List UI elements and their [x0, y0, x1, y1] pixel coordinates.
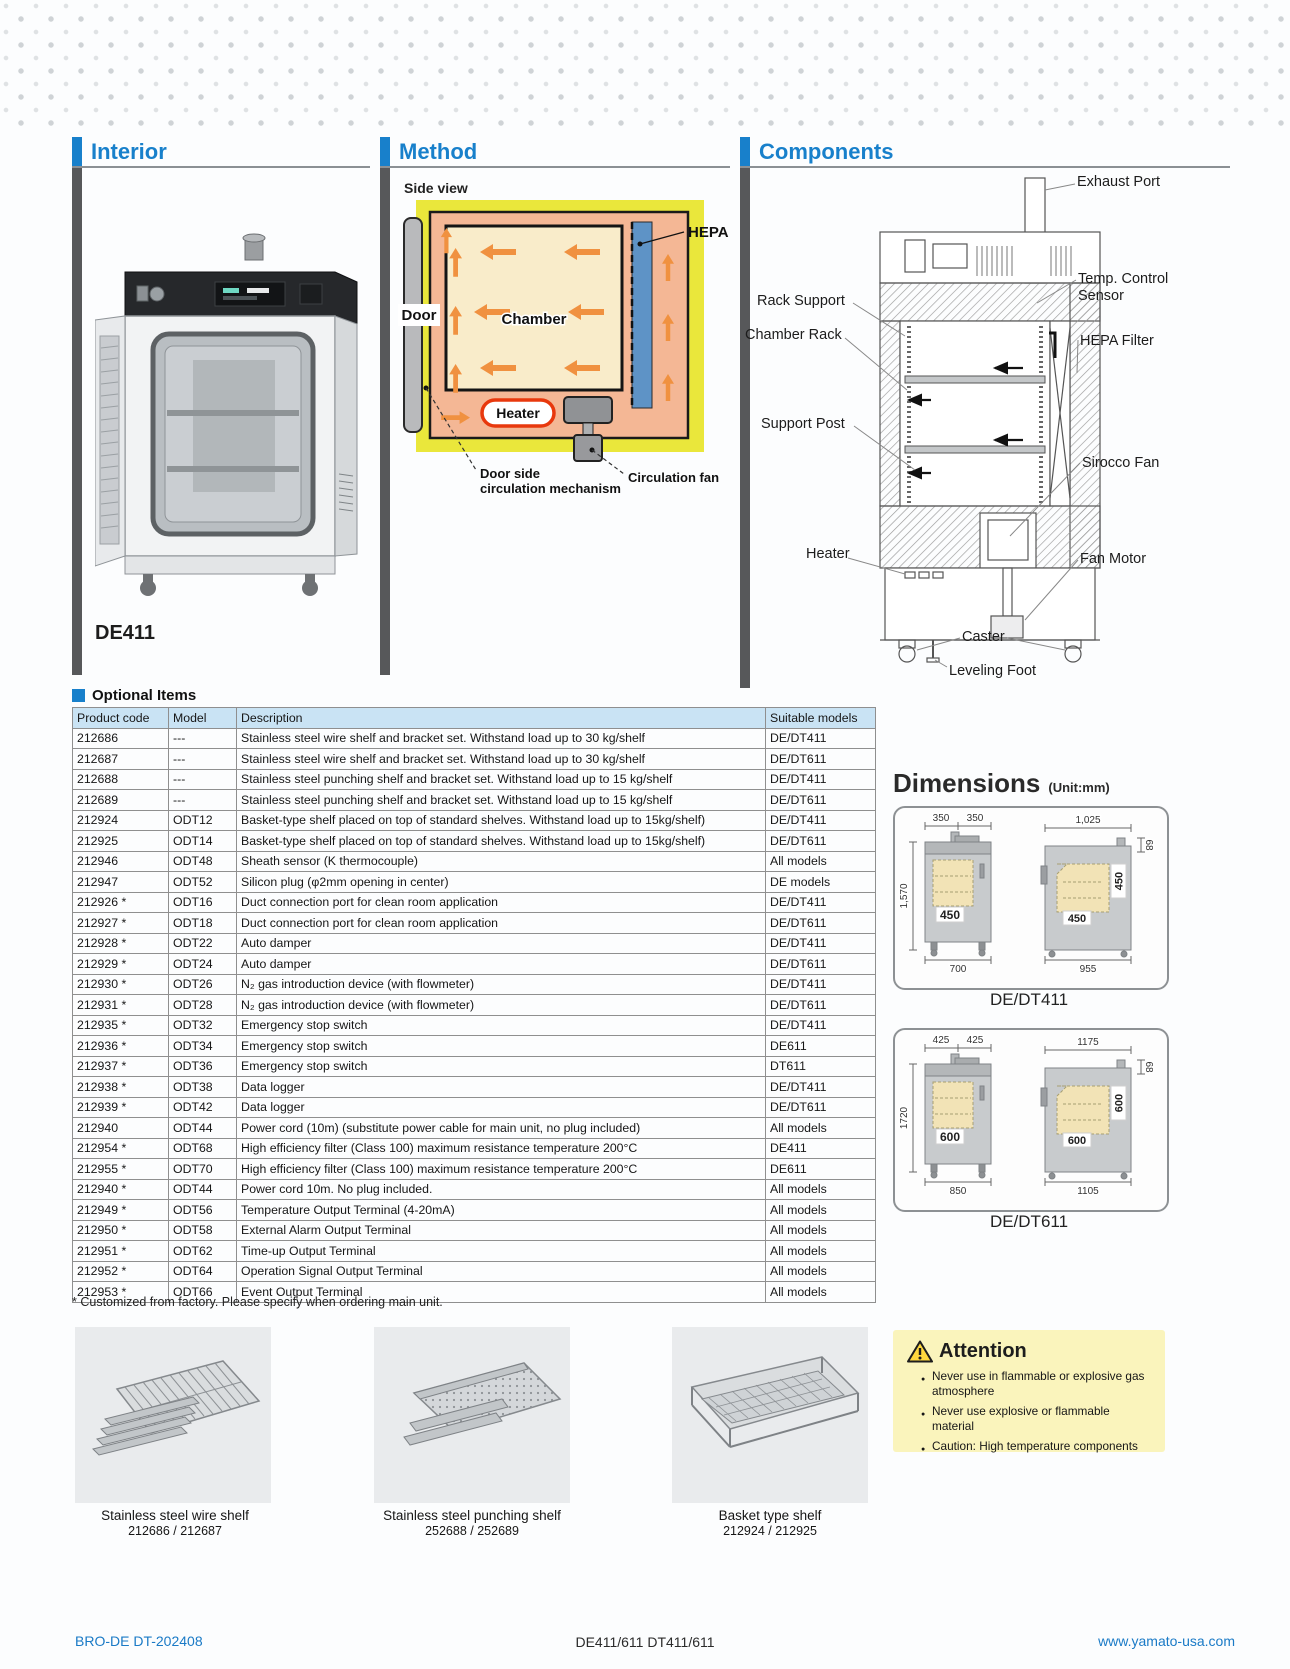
attention-header [907, 1340, 1155, 1363]
table-row [73, 933, 876, 954]
components-section-header [740, 137, 893, 167]
dimensions-unit: (Unit:mm) [1048, 780, 1110, 795]
cell-description: Silicon plug (φ2mm opening in center) [237, 872, 766, 893]
cell-suitable-models: All models [766, 1282, 876, 1303]
table-row [73, 1015, 876, 1036]
cell-suitable-models: DE/DT611 [766, 1097, 876, 1118]
dimensions-header [893, 768, 1110, 799]
basket-shelf-codes: 212924 / 212925 [723, 1524, 817, 1538]
table-header-row [73, 708, 876, 729]
cell-product-code: 212689 [73, 790, 169, 811]
table-row [73, 1241, 876, 1262]
cell-product-code: 212929 * [73, 954, 169, 975]
cell-description: Stainless steel wire shelf and bracket set. Withstand load up to 30 kg/shelf [237, 728, 766, 749]
heater-label: Heater [496, 405, 540, 421]
cell-product-code: 212952 * [73, 1261, 169, 1282]
cell-product-code: 212951 * [73, 1241, 169, 1262]
cell-model: ODT44 [169, 1118, 237, 1139]
cell-description: Operation Signal Output Terminal [237, 1261, 766, 1282]
svg-text:600: 600 [1067, 1135, 1087, 1147]
cell-model: --- [169, 790, 237, 811]
cell-description: High efficiency filter (Class 100) maximum resistance temperature 200°C [237, 1159, 766, 1180]
cell-suitable-models: DE/DT611 [766, 790, 876, 811]
cell-description: Stainless steel wire shelf and bracket set. Withstand load up to 30 kg/shelf [237, 749, 766, 770]
components-label-hepa-filter: HEPA Filter [1080, 333, 1154, 349]
oven-photo-illustration [95, 224, 365, 624]
cell-product-code: 212937 * [73, 1056, 169, 1077]
cell-product-code: 212935 * [73, 1015, 169, 1036]
table-row [73, 1138, 876, 1159]
cell-description: Temperature Output Terminal (4-20mA) [237, 1200, 766, 1221]
cell-product-code: 212925 [73, 831, 169, 852]
table-row [73, 1261, 876, 1282]
cell-model: ODT48 [169, 851, 237, 872]
svg-text:850: 850 [949, 1186, 967, 1197]
cell-suitable-models: DE/DT411 [766, 1015, 876, 1036]
cell-product-code: 212936 * [73, 1036, 169, 1057]
punching-shelf-caption: Stainless steel punching shelf [383, 1508, 561, 1523]
cell-description: Basket-type shelf placed on top of standard shelves. Withstand load up to 15kg/shelf) [237, 831, 766, 852]
cell-suitable-models: DE/DT411 [766, 974, 876, 995]
cell-suitable-models: DE/DT411 [766, 728, 876, 749]
cell-product-code: 212924 [73, 810, 169, 831]
cell-product-code: 212954 * [73, 1138, 169, 1159]
attention-item: ● Caution: High temperature components [921, 1439, 1147, 1454]
svg-text:1,570: 1,570 [899, 883, 910, 909]
cell-model: ODT22 [169, 933, 237, 954]
cell-suitable-models: DE/DT411 [766, 810, 876, 831]
cell-description: Event Output Terminal [237, 1282, 766, 1303]
punching-shelf-codes: 252688 / 252689 [425, 1524, 519, 1538]
col-suitable-models: Suitable models [766, 708, 876, 729]
cell-suitable-models: DE/DT611 [766, 831, 876, 852]
svg-text:600: 600 [939, 1130, 961, 1144]
cell-model: ODT38 [169, 1077, 237, 1098]
components-label-exhaust-port: Exhaust Port [1077, 174, 1161, 190]
table-row [73, 1036, 876, 1057]
components-label-chamber-rack: Chamber Rack [745, 327, 842, 343]
cell-model: ODT36 [169, 1056, 237, 1077]
footer-website-link[interactable]: www.yamato-usa.com [1098, 1633, 1235, 1649]
method-side-view-label: Side view [404, 180, 468, 196]
cell-product-code: 212940 * [73, 1179, 169, 1200]
table-row [73, 995, 876, 1016]
attention-box [893, 1330, 1165, 1452]
cell-model: ODT18 [169, 913, 237, 934]
interior-rule [72, 166, 370, 168]
de411-panel-label: DE/DT411 [989, 990, 1069, 1009]
cell-model: ODT42 [169, 1097, 237, 1118]
table-row [73, 1179, 876, 1200]
table-row [73, 728, 876, 749]
cell-suitable-models: All models [766, 1179, 876, 1200]
svg-text:68: 68 [1143, 1061, 1154, 1073]
cell-product-code: 212926 * [73, 892, 169, 913]
cell-suitable-models: DE/DT411 [766, 1077, 876, 1098]
cell-description: Emergency stop switch [237, 1056, 766, 1077]
cell-model: --- [169, 749, 237, 770]
cell-description: Auto damper [237, 933, 766, 954]
cell-product-code: 212686 [73, 728, 169, 749]
door-side-label-1: Door side [480, 466, 540, 481]
cell-model: ODT70 [169, 1159, 237, 1180]
cell-model: ODT34 [169, 1036, 237, 1057]
cell-product-code: 212953 * [73, 1282, 169, 1303]
basket-shelf-photo [672, 1327, 868, 1503]
cell-suitable-models: All models [766, 1241, 876, 1262]
method-title: Method [399, 139, 478, 164]
svg-text:1720: 1720 [899, 1106, 910, 1130]
attention-title: Attention [939, 1340, 1027, 1362]
cell-model: ODT28 [169, 995, 237, 1016]
cell-description: Stainless steel punching shelf and bracket set. Withstand load up to 15 kg/shelf [237, 790, 766, 811]
dimensions-panel-de611 [893, 1028, 1169, 1212]
components-label-support-post: Support Post [761, 416, 845, 432]
method-accent-bar [380, 137, 390, 167]
de411-dimension-drawing [895, 808, 1167, 986]
table-row [73, 872, 876, 893]
cell-product-code: 212947 [73, 872, 169, 893]
components-side-bar [740, 168, 750, 688]
cell-model: ODT12 [169, 810, 237, 831]
table-row [73, 1056, 876, 1077]
table-row [73, 769, 876, 790]
components-label-temp-control: Temp. Control Sensor [1078, 271, 1169, 304]
table-row [73, 913, 876, 934]
door-label: Door [401, 307, 437, 324]
components-label-leveling-foot: Leveling Foot [949, 663, 1037, 679]
cell-suitable-models: DE/DT611 [766, 995, 876, 1016]
cell-description: Emergency stop switch [237, 1015, 766, 1036]
svg-text:425: 425 [932, 1035, 950, 1046]
svg-text:450: 450 [1113, 871, 1126, 891]
warning-triangle-icon [907, 1340, 933, 1363]
col-product-code: Product code [73, 708, 169, 729]
svg-text:450: 450 [939, 908, 961, 922]
svg-text:350: 350 [966, 813, 984, 824]
col-description: Description [237, 708, 766, 729]
cell-product-code: 212930 * [73, 974, 169, 995]
cell-model: ODT16 [169, 892, 237, 913]
cell-product-code: 212687 [73, 749, 169, 770]
cell-description: High efficiency filter (Class 100) maximum resistance temperature 200°C [237, 1138, 766, 1159]
optional-items-header [72, 687, 196, 704]
cell-product-code: 212931 * [73, 995, 169, 1016]
table-row [73, 790, 876, 811]
table-row [73, 974, 876, 995]
components-accent-bar [740, 137, 750, 167]
table-row [73, 1077, 876, 1098]
cell-model: ODT68 [169, 1138, 237, 1159]
components-title: Components [759, 139, 894, 164]
cell-description: Stainless steel punching shelf and bracket set. Withstand load up to 15 kg/shelf [237, 769, 766, 790]
cell-model: ODT26 [169, 974, 237, 995]
svg-text:1105: 1105 [1077, 1186, 1099, 1197]
attention-item: ● Never use explosive or flammable material [921, 1404, 1147, 1434]
airflow-diagram [396, 192, 744, 504]
method-rule [380, 166, 730, 168]
svg-text:1175: 1175 [1077, 1037, 1099, 1048]
cell-suitable-models: All models [766, 1200, 876, 1221]
table-row [73, 954, 876, 975]
cell-model: ODT14 [169, 831, 237, 852]
table-row [73, 810, 876, 831]
cell-description: Power cord 10m. No plug included. [237, 1179, 766, 1200]
dimensions-panel-de411 [893, 806, 1169, 990]
components-label-fan-motor: Fan Motor [1080, 551, 1147, 567]
cell-description: N₂ gas introduction device (with flowmeter) [237, 974, 766, 995]
cell-product-code: 212940 [73, 1118, 169, 1139]
cell-product-code: 212939 * [73, 1097, 169, 1118]
dotted-pattern-band [0, 0, 1290, 128]
cell-product-code: 212946 [73, 851, 169, 872]
cell-description: Data logger [237, 1097, 766, 1118]
svg-text:600: 600 [1113, 1093, 1126, 1113]
table-row [73, 851, 876, 872]
svg-text:700: 700 [949, 964, 967, 975]
attention-list [907, 1369, 1155, 1454]
svg-text:425: 425 [966, 1035, 984, 1046]
svg-text:350: 350 [932, 813, 950, 824]
cell-description: External Alarm Output Terminal [237, 1220, 766, 1241]
svg-text:450: 450 [1067, 913, 1087, 925]
table-row [73, 1220, 876, 1241]
cell-suitable-models: DE/DT611 [766, 954, 876, 975]
components-label-sirocco-fan: Sirocco Fan [1082, 455, 1160, 471]
optional-items-title: Optional Items [92, 687, 197, 704]
wire-shelf-photo [75, 1327, 271, 1503]
cell-model: ODT56 [169, 1200, 237, 1221]
cell-suitable-models: DE611 [766, 1159, 876, 1180]
door-side-label-2: circulation mechanism [480, 481, 621, 496]
components-label-heater: Heater [806, 546, 850, 562]
cell-description: N₂ gas introduction device (with flowmeter) [237, 995, 766, 1016]
cell-suitable-models: DE/DT411 [766, 933, 876, 954]
cell-suitable-models: All models [766, 1118, 876, 1139]
cell-model: ODT66 [169, 1282, 237, 1303]
cell-suitable-models: DE/DT611 [766, 913, 876, 934]
cell-model: ODT58 [169, 1220, 237, 1241]
circulation-fan-shape [564, 397, 612, 423]
cell-product-code: 212955 * [73, 1159, 169, 1180]
interior-side-bar [72, 168, 82, 675]
wire-shelf-caption: Stainless steel wire shelf [101, 1508, 249, 1523]
optional-items-square-icon [72, 689, 85, 702]
cell-description: Data logger [237, 1077, 766, 1098]
basket-shelf-caption: Basket type shelf [718, 1508, 822, 1523]
components-label-rack-support: Rack Support [757, 293, 845, 309]
cell-suitable-models: DE/DT411 [766, 769, 876, 790]
cell-suitable-models: DT611 [766, 1056, 876, 1077]
cell-product-code: 212927 * [73, 913, 169, 934]
cell-suitable-models: DE/DT611 [766, 749, 876, 770]
table-row [73, 831, 876, 852]
cell-model: ODT44 [169, 1179, 237, 1200]
dimensions-title: Dimensions [893, 768, 1041, 798]
cell-description: Power cord (10m) (substitute power cable for main unit, no plug included) [237, 1118, 766, 1139]
interior-section-header [72, 137, 167, 167]
de611-panel-label: DE/DT611 [989, 1212, 1069, 1231]
cell-suitable-models: DE/DT411 [766, 892, 876, 913]
table-row [73, 749, 876, 770]
cell-description: Basket-type shelf placed on top of standard shelves. Withstand load up to 15kg/shelf) [237, 810, 766, 831]
cell-model: --- [169, 769, 237, 790]
cell-description: Duct connection port for clean room application [237, 892, 766, 913]
svg-text:1,025: 1,025 [1075, 815, 1101, 826]
table-row [73, 1118, 876, 1139]
cell-product-code: 212949 * [73, 1200, 169, 1221]
table-row [73, 1097, 876, 1118]
chamber-label: Chamber [501, 311, 567, 328]
svg-text:955: 955 [1079, 964, 1097, 975]
table-row [73, 892, 876, 913]
hepa-strip [632, 222, 652, 408]
method-side-bar [380, 168, 390, 675]
col-model: Model [169, 708, 237, 729]
table-row [73, 1200, 876, 1221]
wire-shelf-codes: 212686 / 212687 [128, 1524, 222, 1538]
hepa-label: HEPA [688, 224, 729, 241]
punching-shelf-photo [374, 1327, 570, 1503]
cell-product-code: 212938 * [73, 1077, 169, 1098]
interior-model-label: DE411 [95, 622, 156, 644]
cell-model: ODT32 [169, 1015, 237, 1036]
method-section-header [380, 137, 477, 167]
cell-suitable-models: DE611 [766, 1036, 876, 1057]
cell-model: ODT24 [169, 954, 237, 975]
table-row [73, 1159, 876, 1180]
cell-suitable-models: DE models [766, 872, 876, 893]
cell-suitable-models: All models [766, 851, 876, 872]
cell-model: ODT62 [169, 1241, 237, 1262]
cell-model: --- [169, 728, 237, 749]
cell-suitable-models: All models [766, 1261, 876, 1282]
cell-description: Sheath sensor (K thermocouple) [237, 851, 766, 872]
footer-model-codes: DE411/611 DT411/611 [575, 1634, 715, 1650]
cell-model: ODT64 [169, 1261, 237, 1282]
optional-items-table [72, 707, 876, 1303]
circulation-fan-label: Circulation fan [628, 470, 720, 485]
cell-description: Duct connection port for clean room application [237, 913, 766, 934]
svg-text:68: 68 [1143, 839, 1154, 851]
cell-product-code: 212950 * [73, 1220, 169, 1241]
cell-product-code: 212688 [73, 769, 169, 790]
cell-suitable-models: DE411 [766, 1138, 876, 1159]
cell-description: Time-up Output Terminal [237, 1241, 766, 1262]
cell-description: Auto damper [237, 954, 766, 975]
table-footnote: * Customized from factory. Please specify when ordering main unit. [72, 1295, 443, 1309]
de611-dimension-drawing [895, 1030, 1167, 1208]
attention-item: ● Never use in flammable or explosive gas atmosphere [921, 1369, 1147, 1399]
footer-doc-code: BRO-DE DT-202408 [75, 1633, 203, 1649]
cell-suitable-models: All models [766, 1220, 876, 1241]
components-label-caster: Caster [962, 629, 1005, 645]
interior-accent-bar [72, 137, 82, 167]
interior-title: Interior [91, 139, 167, 164]
cell-product-code: 212928 * [73, 933, 169, 954]
cell-model: ODT52 [169, 872, 237, 893]
cell-description: Emergency stop switch [237, 1036, 766, 1057]
